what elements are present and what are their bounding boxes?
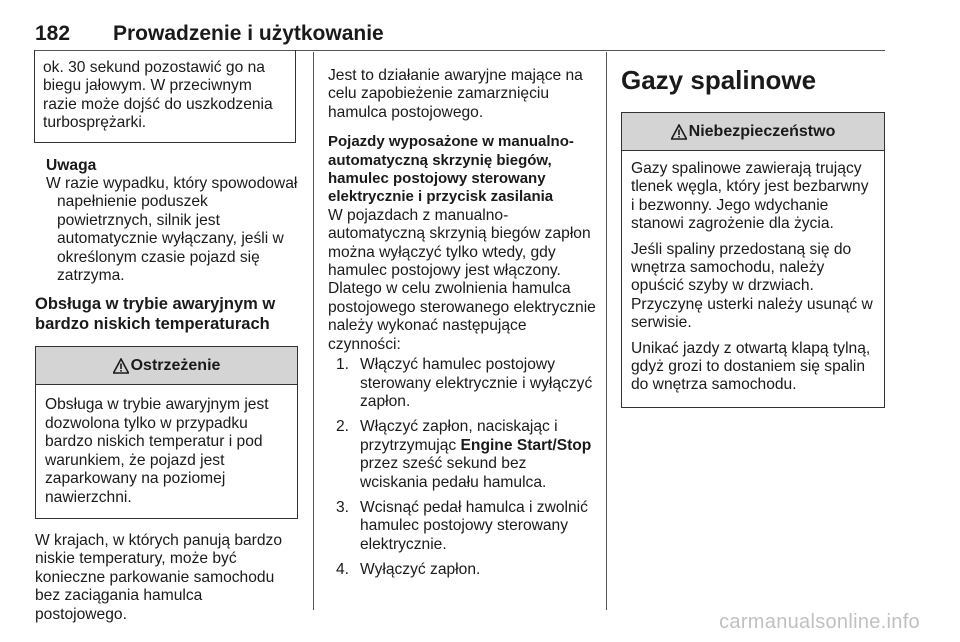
step-number: 2. (336, 418, 350, 436)
continued-warning-text: ok. 30 sekund pozostawić go na biegu jałowym. W przeciwnym razie może dojść do uszkodzenia turbosprężarki. (43, 59, 273, 132)
column-divider (313, 52, 314, 610)
step-text: Wyłączyć zapłon. (360, 561, 481, 579)
step-text: Włączyć hamulec postojowy sterowany elektrycznie i wyłączyć zapłon. (360, 356, 593, 410)
note-title: Uwaga (46, 156, 97, 174)
step-text: Wcisnąć pedał hamulca i zwolnić hamulec postojowy sterowany elektrycznie. (360, 498, 588, 553)
column-left (35, 50, 298, 624)
page-number: 182 (35, 22, 71, 45)
danger-text-3: Unikać jazdy z otwartą klapą tylną, gdyż grozi to dostaniem się spalin do wnętrza samochodu. (631, 339, 871, 394)
page-header (35, 22, 885, 51)
paragraph: W krajach, w których panują bardzo niskie temperatury, może być konieczne parkowanie samochodu bez zaciągania hamulca postojowego. (35, 531, 283, 623)
section-heading: Gazy spalinowe (621, 65, 817, 95)
intro-paragraph: Jest to działanie awaryjne mające na celu zapobieżenie zamarznięciu hamulca postojowego. (328, 67, 583, 121)
step-text-before: Włączyć zapłon, naciskając i przytrzymując (360, 418, 558, 454)
step-number: 3. (336, 498, 350, 516)
list-item (328, 499, 596, 554)
note-text: W razie wypadku, który spowodował napełnienie poduszek powietrznych, silnik jest automatycznie wyłączany, jeśli w określonym czasie pojazd się zatrzyma. (46, 175, 298, 285)
caution-box (35, 346, 298, 518)
caution-header (36, 347, 297, 385)
body-paragraph: W pojazdach z manualno-automatyczną skrzynią biegów zapłon można wyłączyć tylko wtedy, gdy hamulec postojowy jest włączony. Dlatego w celu zwolnienia hamulca postojowego sterowanego elektrycznie należy wykonać następujące czynności: (328, 206, 596, 353)
step-number: 4. (336, 561, 350, 579)
column-divider (606, 52, 607, 610)
danger-text-2: Jeśli spaliny przedostaną się do wnętrza samochodu, należy opuścić szyby w drzwiach. Przyczynę usterki należy usunąć w serwisie. (631, 240, 873, 332)
danger-header (622, 113, 884, 151)
step-text-after: przez sześć sekund bez wciskania pedału hamulca. (360, 455, 547, 491)
note-block (35, 157, 298, 286)
section-title: Obsługa w trybie awaryjnym w bardzo niskich temperaturach (35, 295, 276, 334)
steps-list (328, 356, 596, 579)
step-number: 1. (336, 356, 350, 374)
subheading: Pojazdy wyposażone w manualno-automatyczną skrzynię biegów, hamulec postojowy sterowany elektrycznie i przycisk zasilania (328, 133, 574, 206)
step-text (360, 418, 596, 492)
watermark: carmanualsonline.info (719, 611, 920, 633)
danger-label: Niebezpieczeństwo (688, 122, 836, 140)
engine-start-stop-label: Engine Start/Stop (460, 436, 592, 454)
danger-text-1: Gazy spalinowe zawierają trujący tlenek węgla, który jest bezbarwny i bezwonny. Jego wdychanie stanowi zagrożenie dla życia. (631, 160, 869, 233)
continued-warning-box (34, 50, 296, 143)
danger-box (621, 112, 885, 408)
list-item (328, 561, 596, 579)
warning-triangle-icon (671, 124, 687, 140)
caution-text: Obsługa w trybie awaryjnym jest dozwolona tylko w przypadku bardzo niskich temperatur i pod warunkiem, że pojazd jest zaparkowany na poziomej nawierzchni. (45, 396, 269, 506)
list-item (328, 356, 596, 411)
column-right (621, 50, 885, 408)
caution-label: Ostrzeżenie (130, 356, 221, 374)
list-item (328, 418, 596, 492)
column-middle (328, 50, 596, 580)
page-title: Prowadzenie i użytkowanie (113, 22, 384, 45)
warning-triangle-icon (113, 358, 129, 374)
